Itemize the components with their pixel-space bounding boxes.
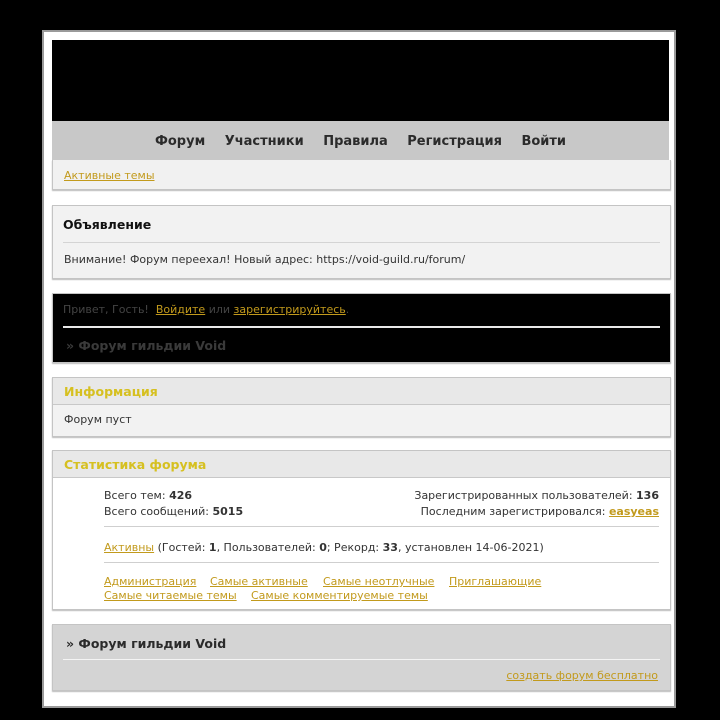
last-user-label: Последним зарегистрировался: bbox=[420, 505, 606, 518]
info-header bbox=[53, 378, 670, 405]
announcement-text: Внимание! Форум переехал! Новый адрес: https://void-guild.ru/forum/ bbox=[64, 253, 466, 266]
topics-value: 426 bbox=[169, 489, 193, 502]
link-inviters[interactable]: Приглашающие bbox=[449, 575, 542, 588]
link-most-read[interactable]: Самые читаемые темы bbox=[104, 589, 237, 602]
active-link[interactable]: Активны bbox=[104, 541, 155, 554]
record-date: , установлен 14-06-2021) bbox=[397, 541, 544, 554]
nav-forum[interactable]: Форум bbox=[154, 134, 206, 149]
topics-label: Всего тем: bbox=[104, 489, 166, 502]
nav-members[interactable]: Участники bbox=[224, 134, 304, 149]
topics-count bbox=[104, 489, 192, 502]
greeting-text: Привет, Гость! bbox=[63, 303, 149, 316]
info-heading: Информация bbox=[64, 384, 158, 399]
welcome-panel bbox=[52, 293, 671, 363]
stats-heading: Статистика форума bbox=[64, 457, 207, 472]
posts-label: Всего сообщений: bbox=[104, 505, 209, 518]
posts-count bbox=[104, 505, 243, 518]
divider bbox=[104, 526, 659, 527]
link-most-commented[interactable]: Самые комментируемые темы bbox=[251, 589, 428, 602]
record-label: ; Рекорд: bbox=[326, 541, 383, 554]
header-banner bbox=[52, 40, 669, 121]
footer-panel bbox=[52, 624, 671, 691]
link-most-present[interactable]: Самые неотлучные bbox=[323, 575, 435, 588]
stats-header bbox=[53, 451, 670, 478]
online-users-value: 0 bbox=[319, 541, 327, 554]
or-text: или bbox=[208, 303, 231, 316]
last-user-link[interactable]: easyeas bbox=[608, 505, 659, 518]
announcement-title: Объявление bbox=[63, 217, 152, 232]
divider bbox=[63, 242, 660, 243]
divider bbox=[63, 326, 660, 328]
info-body: Форум пуст bbox=[64, 413, 132, 426]
nav-register[interactable]: Регистрация bbox=[407, 134, 502, 149]
footer-forum-title[interactable]: » Форум гильдии Void bbox=[66, 636, 227, 651]
login-link[interactable]: Войдите bbox=[155, 303, 206, 316]
active-topics-link[interactable]: Активные темы bbox=[64, 169, 155, 182]
users-value: 136 bbox=[636, 489, 659, 502]
guests-value: 1 bbox=[208, 541, 217, 554]
divider bbox=[63, 659, 660, 660]
info-panel bbox=[52, 377, 671, 437]
forum-title[interactable]: » Форум гильдии Void bbox=[66, 338, 227, 353]
page-frame bbox=[42, 30, 676, 708]
greeting-line bbox=[63, 303, 349, 316]
record-value: 33 bbox=[382, 541, 398, 554]
nav-rules[interactable]: Правила bbox=[323, 134, 388, 149]
main-navbar bbox=[52, 121, 669, 160]
link-administration[interactable]: Администрация bbox=[104, 575, 197, 588]
period-text: . bbox=[345, 303, 350, 316]
online-line bbox=[104, 541, 544, 554]
posts-value: 5015 bbox=[212, 505, 244, 518]
announcement-panel bbox=[52, 205, 671, 279]
divider bbox=[104, 562, 659, 563]
online-users-label: , Пользователей: bbox=[216, 541, 320, 554]
link-most-active[interactable]: Самые активные bbox=[210, 575, 308, 588]
register-link[interactable]: зарегистрируйтесь bbox=[233, 303, 346, 316]
create-forum-link[interactable]: создать форум бесплатно bbox=[506, 669, 658, 682]
subnav-bar bbox=[52, 160, 671, 190]
users-count bbox=[414, 489, 659, 502]
nav-login[interactable]: Войти bbox=[521, 134, 567, 149]
stats-panel bbox=[52, 450, 671, 610]
guests-label: (Гостей: bbox=[154, 541, 209, 554]
last-registered bbox=[421, 505, 659, 518]
users-label: Зарегистрированных пользователей: bbox=[414, 489, 633, 502]
